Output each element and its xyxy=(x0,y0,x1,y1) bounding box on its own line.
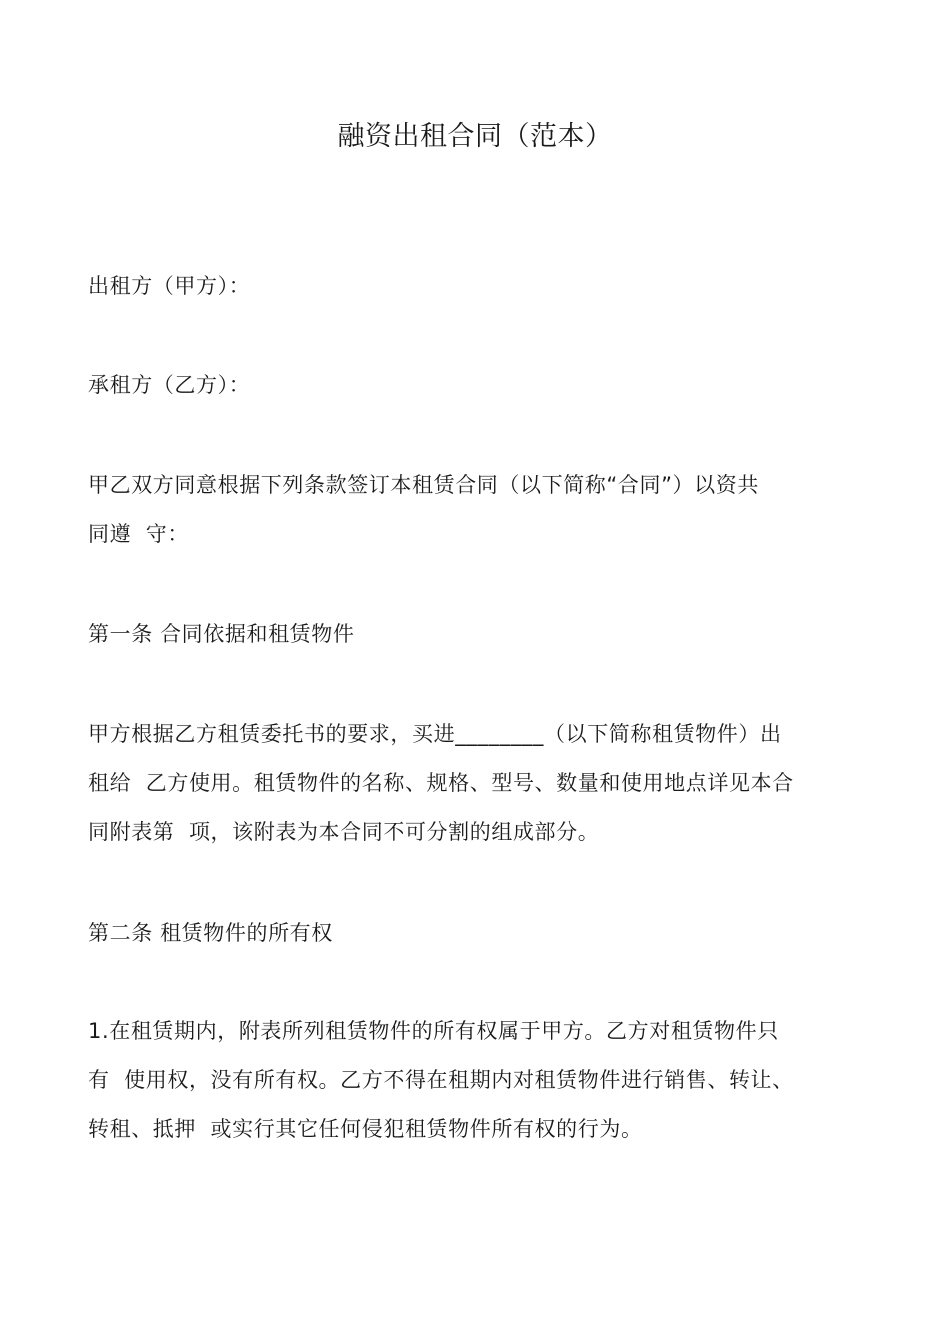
article1-line: 同附表第 项，该附表为本合同不可分割的组成部分。 xyxy=(88,820,600,844)
article1-body xyxy=(88,710,868,857)
lessee-label: 承租方（乙方）： xyxy=(88,373,251,397)
intro-paragraph xyxy=(88,461,868,559)
article1-line: 租给 乙方使用。租赁物件的名称、规格、型号、数量和使用地点详见本合 xyxy=(88,771,794,795)
article2-clause1 xyxy=(88,1007,868,1154)
article2-clause1-line: 1.在租赁期内，附表所列租赁物件的所有权属于甲方。乙方对租赁物件只 xyxy=(88,1019,779,1043)
intro-line: 同遵 守： xyxy=(88,522,189,546)
article1-heading: 第一条 合同依据和租赁物件 xyxy=(88,622,355,646)
article2-clause1-line: 有 使用权，没有所有权。乙方不得在租期内对租赁物件进行销售、转让、 xyxy=(88,1068,794,1092)
document-title: 融资出租合同（范本） xyxy=(337,121,613,152)
article1-line: 甲方根据乙方租赁委托书的要求，买进________（以下简称租赁物件）出 xyxy=(88,722,782,746)
lessor-label: 出租方（甲方）： xyxy=(88,274,251,298)
article2-clause1-line: 转租、抵押 或实行其它任何侵犯租赁物件所有权的行为。 xyxy=(88,1117,643,1141)
intro-line: 甲乙双方同意根据下列条款签订本租赁合同（以下简称“合同”）以资共 xyxy=(88,473,759,497)
article2-heading: 第二条 租赁物件的所有权 xyxy=(88,921,333,945)
